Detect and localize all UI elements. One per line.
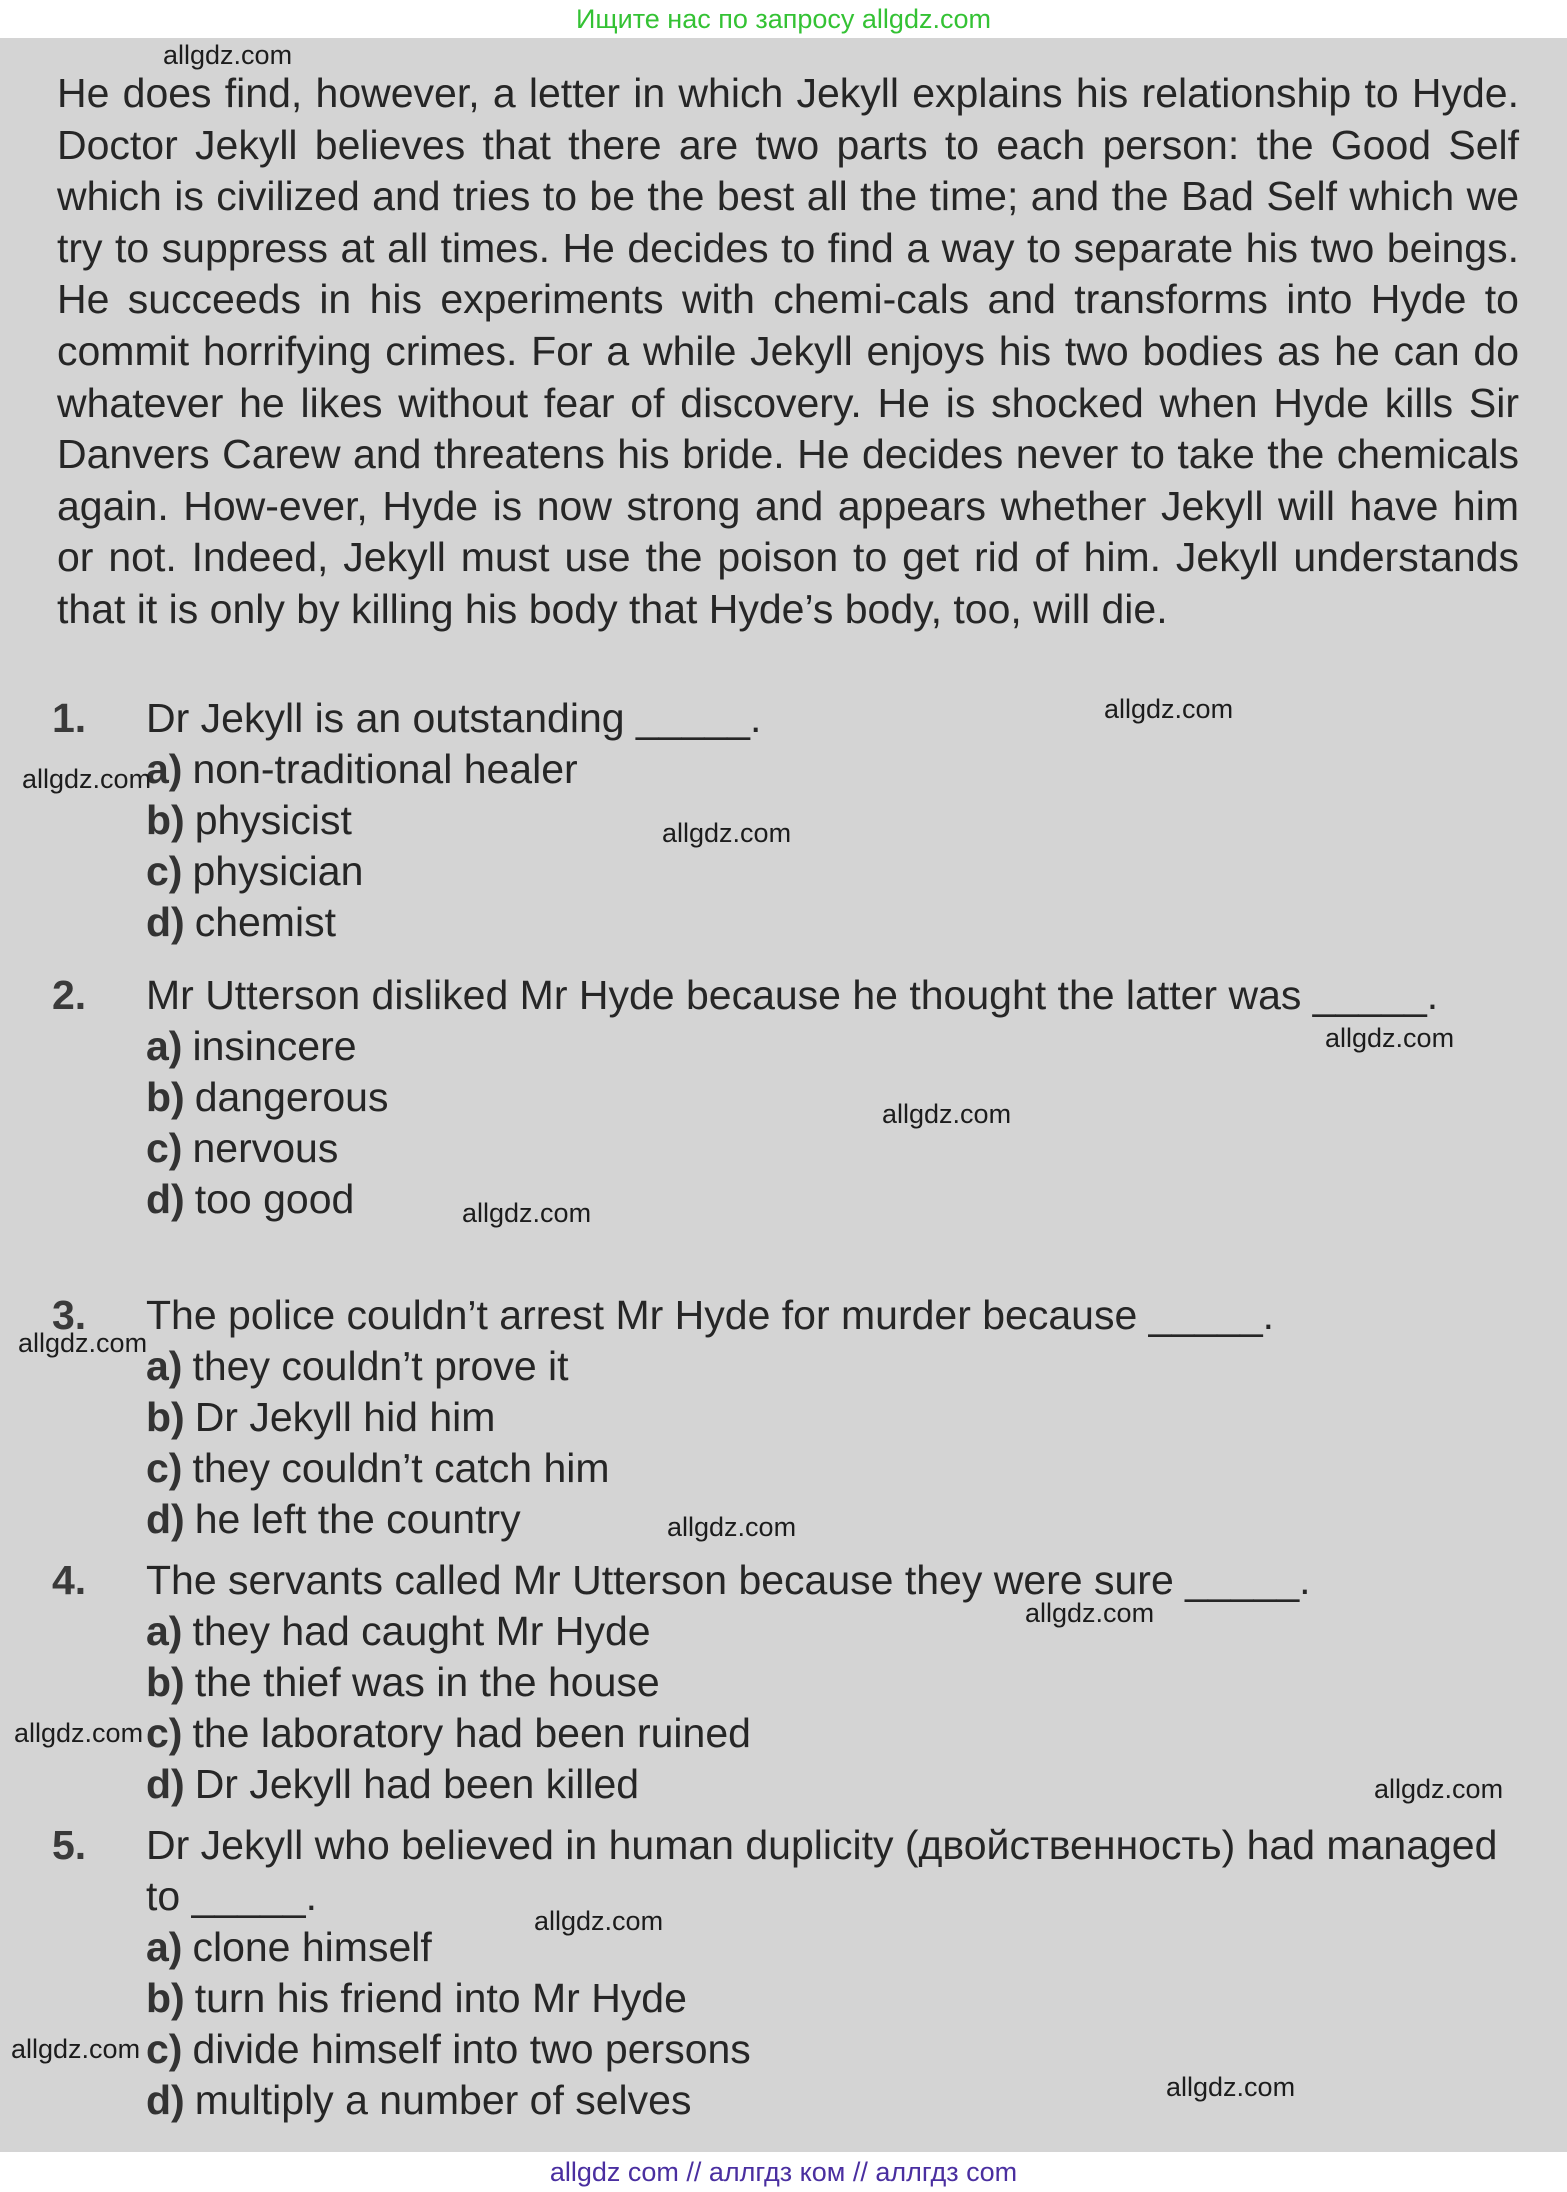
answer-option: a) they had caught Mr Hyde — [146, 1608, 651, 1654]
question-3 — [52, 1290, 1522, 1545]
question-text: The servants called Mr Utterson because they were sure _____. — [146, 1557, 1311, 1603]
question-number: 3. — [52, 1292, 87, 1338]
answer-option: a) they couldn’t prove it — [146, 1343, 569, 1389]
question-number: 5. — [52, 1822, 87, 1868]
question-number: 2. — [52, 972, 87, 1018]
watermark: allgdz.com — [534, 1906, 664, 1936]
answer-option: c) they couldn’t catch him — [146, 1445, 610, 1491]
answer-option: c) physician — [146, 848, 364, 894]
answer-option: c) nervous — [146, 1125, 339, 1171]
answer-option: c) the laboratory had been ruined — [146, 1710, 751, 1756]
answer-option: a) insincere — [146, 1023, 357, 1069]
watermark: allgdz.com — [18, 1328, 148, 1358]
top-banner[interactable]: Ищите нас по запросу allgdz.com — [0, 0, 1567, 38]
watermark: allgdz.com — [1325, 1023, 1455, 1053]
question-text: Mr Utterson disliked Mr Hyde because he thought the latter was _____. — [146, 972, 1439, 1018]
question-text: Dr Jekyll who believed in human duplicity (двойственность) had managed to _____. — [146, 1822, 1498, 1919]
answer-option: d) multiply a number of selves — [146, 2077, 692, 2123]
watermark: allgdz.com — [662, 818, 792, 848]
watermark: allgdz.com — [163, 40, 293, 70]
watermark: allgdz.com — [667, 1512, 797, 1542]
bottom-banner[interactable]: allgdz com // аллгдз ком // аллгдз com — [0, 2152, 1567, 2192]
watermark: allgdz.com — [1104, 694, 1234, 724]
watermark: allgdz.com — [14, 1718, 144, 1748]
question-text: The police couldn’t arrest Mr Hyde for murder because _____. — [146, 1292, 1275, 1338]
answer-option: d) Dr Jekyll had been killed — [146, 1761, 640, 1807]
question-text: Dr Jekyll is an outstanding _____. — [146, 695, 762, 741]
answer-option: b) physicist — [146, 797, 352, 843]
answer-option: d) too good — [146, 1176, 355, 1222]
question-number: 1. — [52, 695, 87, 741]
answer-option: d) he left the country — [146, 1496, 521, 1542]
question-number: 4. — [52, 1557, 87, 1603]
watermark: allgdz.com — [882, 1099, 1012, 1129]
answer-option: b) the thief was in the house — [146, 1659, 660, 1705]
answer-option: a) non-traditional healer — [146, 746, 578, 792]
question-2 — [52, 970, 1522, 1225]
watermark: allgdz.com — [1166, 2072, 1296, 2102]
watermark: allgdz.com — [1025, 1598, 1155, 1628]
answer-option: c) divide himself into two persons — [146, 2026, 751, 2072]
question-4 — [52, 1555, 1522, 1810]
watermark: allgdz.com — [1374, 1774, 1504, 1804]
watermark: allgdz.com — [462, 1198, 592, 1228]
answer-option: b) Dr Jekyll hid him — [146, 1394, 496, 1440]
answer-option: d) chemist — [146, 899, 336, 945]
question-5 — [52, 1820, 1522, 2126]
answer-option: a) clone himself — [146, 1924, 432, 1970]
watermark: allgdz.com — [22, 764, 152, 794]
answer-option: b) turn his friend into Mr Hyde — [146, 1975, 687, 2021]
watermark: allgdz.com — [11, 2034, 141, 2064]
textbook-page — [0, 38, 1567, 2152]
answer-option: b) dangerous — [146, 1074, 389, 1120]
reading-paragraph: He does find, however, a letter in which Jekyll explains his relationship to Hyde. Doctor Jekyll believes that there are two parts to each person: the Good Self which is civilized and tries to be the best all the time; and the Bad Self which we try to suppress at all times. He decides to find a way to separate his two beings. He succeeds in his experiments with chemi-cals and transforms into Hyde to commit horrifying crimes. For a while Jekyll enjoys his two bodies as he can do whatever he likes without fear of discovery. He is shocked when Hyde kills Sir Danvers Carew and threatens his bride. He decides never to take the chemicals again. How-ever, Hyde is now strong and appears whether Jekyll will have him or not. Indeed, Jekyll must use the poison to get rid of him. Jekyll understands that it is only by killing his body that Hyde’s body, too, will die. — [57, 70, 1519, 632]
